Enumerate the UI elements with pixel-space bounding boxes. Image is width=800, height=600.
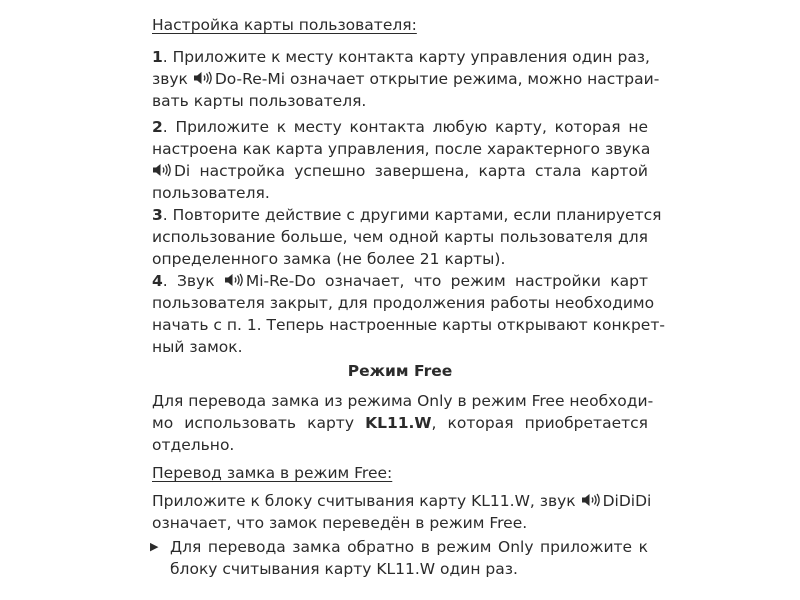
section-heading-free-transfer: Перевод замка в режим Free: (152, 464, 393, 482)
free-mode-title: Режим Free (347, 362, 453, 380)
free-mode-paragraph: Для перевода замка из режима Only в режим Free необходи- мо использовать карту KL11.W, которая приобретается отдельно. (152, 392, 654, 454)
section-heading-user-card-setup: Настройка карты пользователя: (152, 16, 417, 34)
speaker-sound-icon (152, 163, 173, 177)
step-3: 3. Повторите действие с другими картами, если планируется использование больше, чем одной карты пользователя для определенного замка (не более 21 карты). (152, 206, 662, 268)
step-2: 2. Приложите к месту контакта любую карту, которая не настроена как карта управления, после характерного звука Di настройка успешно завершена, карта стала картой пользователя. (152, 118, 651, 202)
bullet-item: ▶ Для перевода замка обратно в режим Only приложите к блоку считывания карту KL11.W один раз. (150, 538, 648, 578)
card-model: KL11.W (365, 414, 432, 432)
speaker-sound-icon (224, 273, 245, 287)
free-transfer-paragraph: Приложите к блоку считывания карту KL11.W, звук DiDiDi означает, что замок переведён в режим Free. (152, 492, 652, 532)
step-number: 1 (152, 48, 163, 66)
speaker-sound-icon (581, 493, 602, 507)
step-4: 4. Звук Mi-Re-Do означает, что режим настройки карт пользователя закрыт, для продолжения работы необходимо начать с п. 1. Теперь настроенные карты открывают конкрет- ный замок. (152, 272, 665, 356)
step-number: 2 (152, 118, 163, 136)
step-number: 4 (152, 272, 163, 290)
step-number: 3 (152, 206, 163, 224)
step-1: 1. Приложите к месту контакта карту управления один раз, звук Do-Re-Mi означает открытие режима, можно настраи- вать карты пользователя. (152, 48, 660, 110)
speaker-sound-icon (193, 71, 214, 85)
bullet-triangle-icon: ▶ (150, 540, 159, 553)
